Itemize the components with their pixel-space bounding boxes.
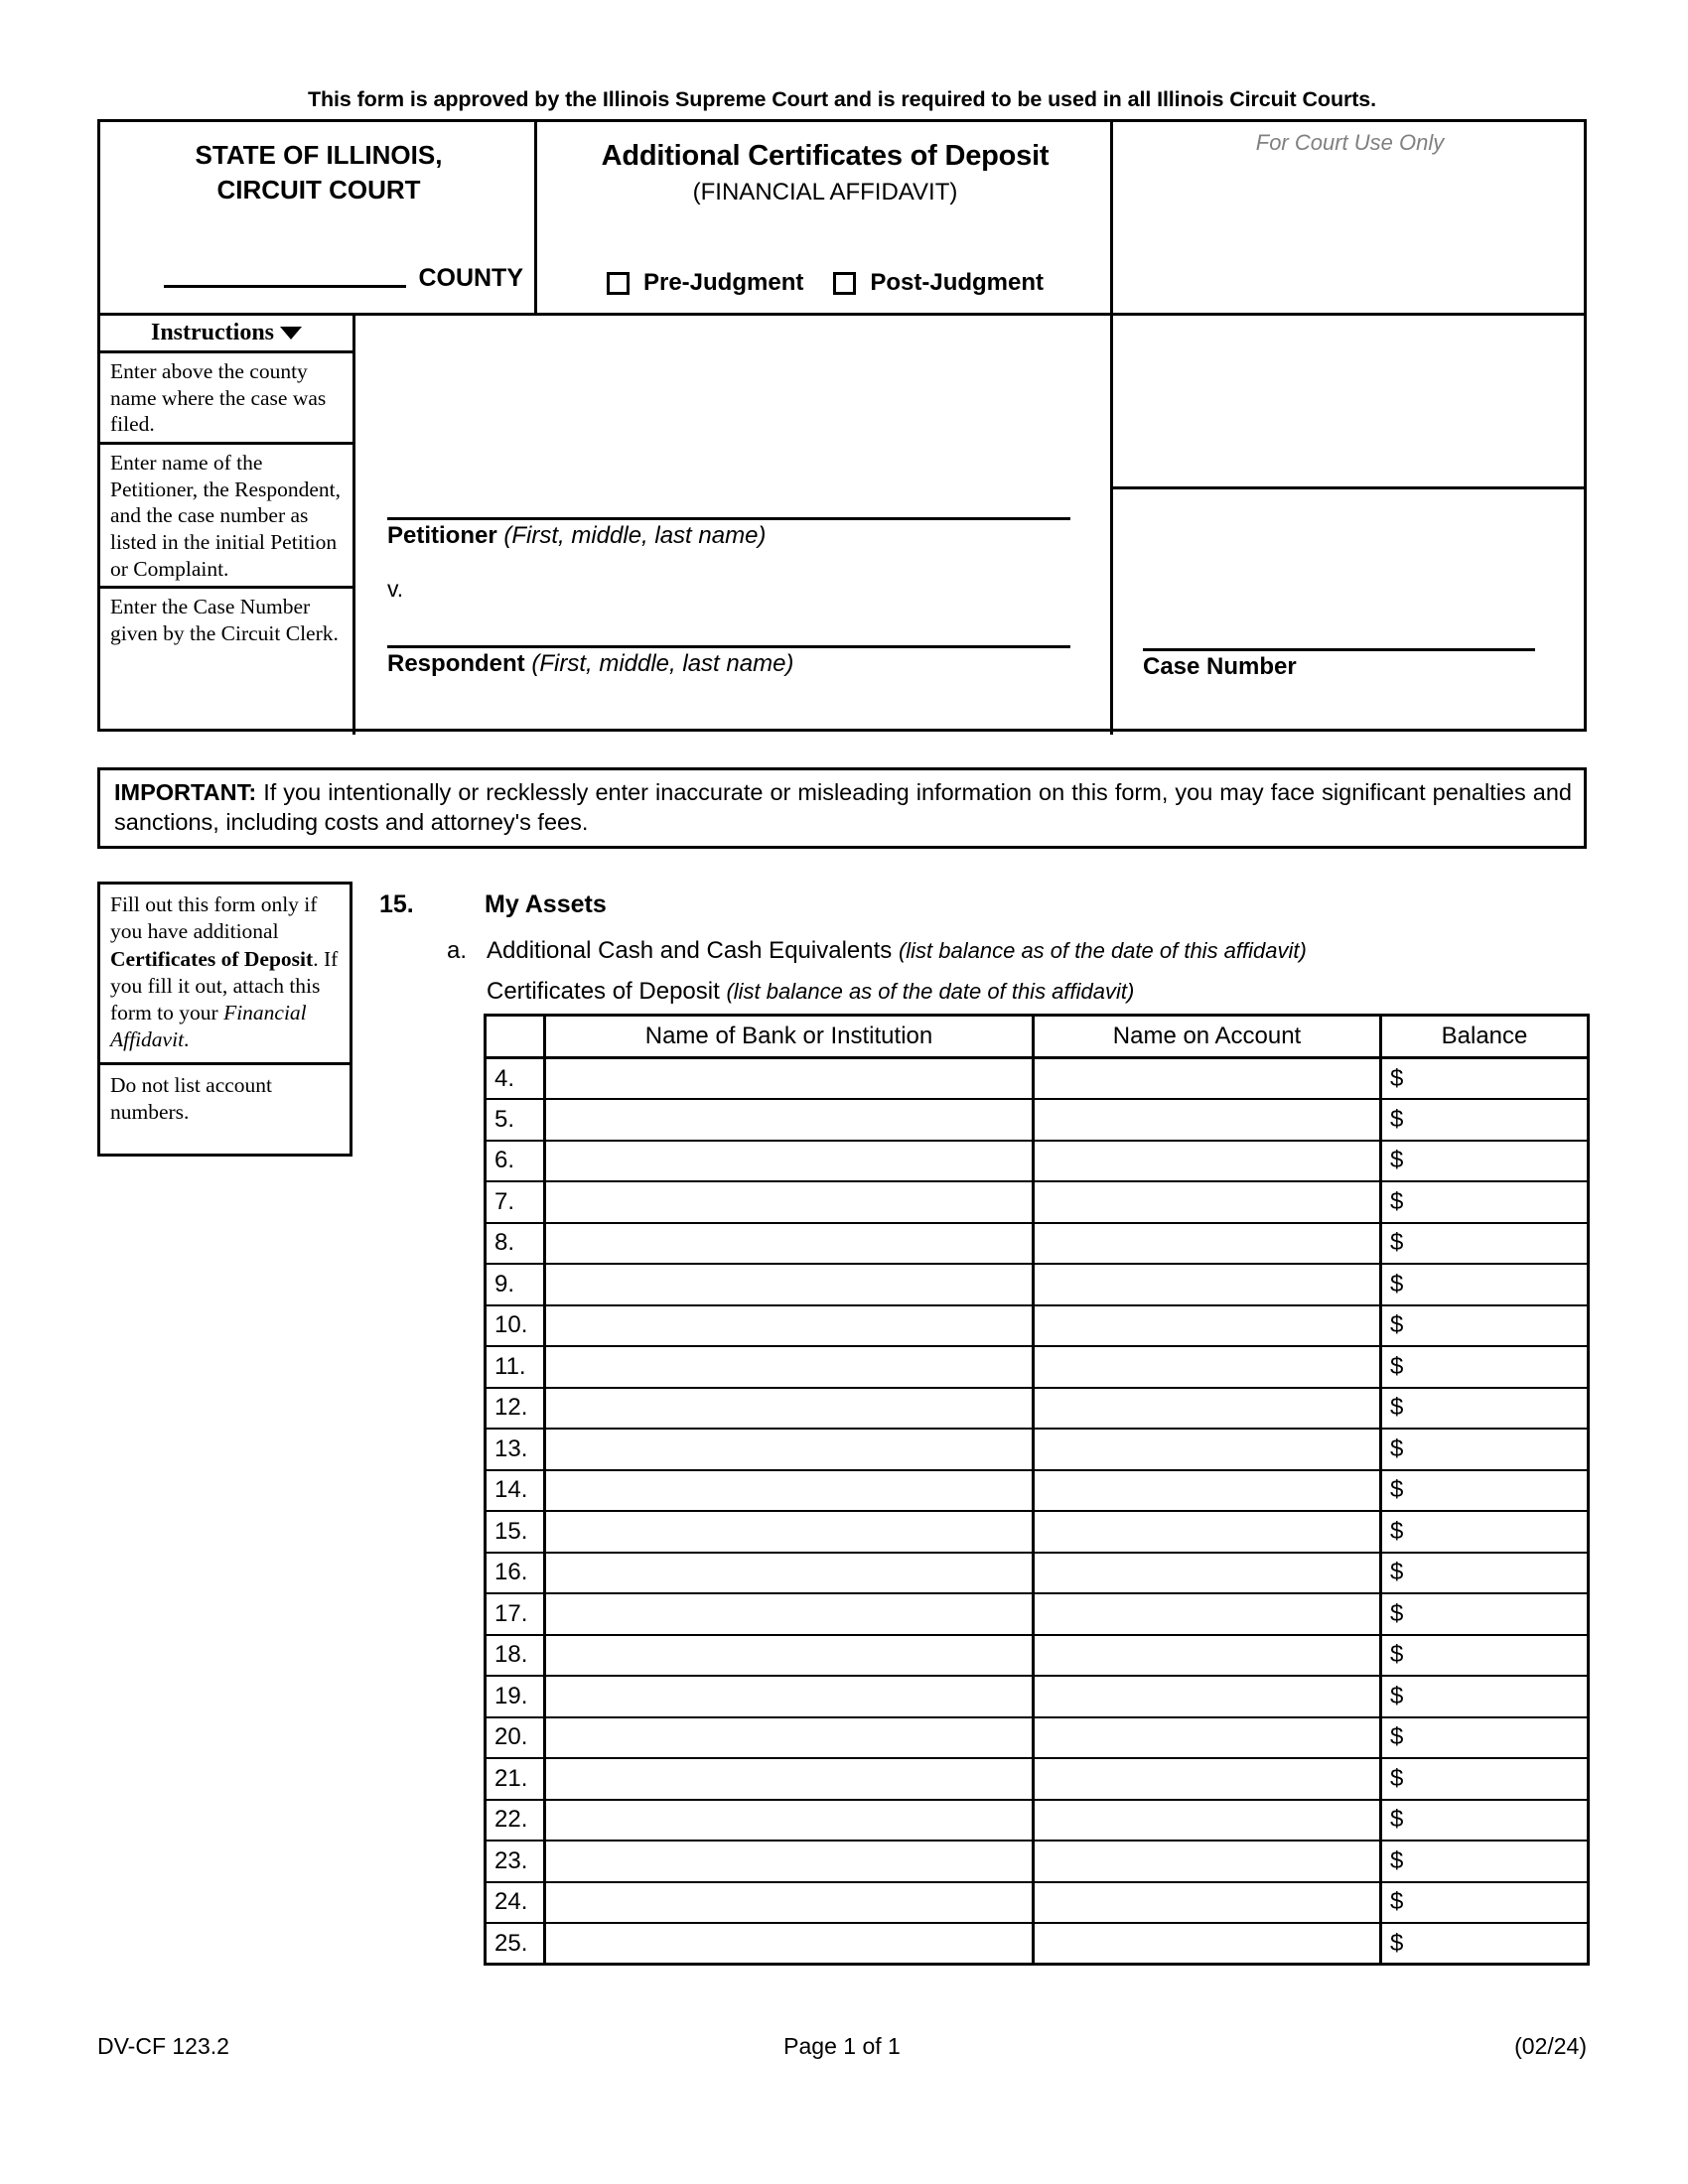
judgment-type-group xyxy=(537,269,1113,297)
account-name-cell[interactable] xyxy=(1034,1058,1381,1100)
account-name-cell[interactable] xyxy=(1034,1676,1381,1717)
parties-column xyxy=(355,316,1113,735)
petitioner-label-group xyxy=(387,522,766,550)
item-a-heading xyxy=(487,937,1307,965)
table-row xyxy=(486,1429,1589,1470)
cod-main-text: Certificates of Deposit xyxy=(487,978,727,1005)
state-line-1: STATE OF ILLINOIS, xyxy=(195,140,443,170)
bank-name-cell[interactable] xyxy=(545,1593,1034,1635)
table-row xyxy=(486,1058,1589,1100)
table-row xyxy=(486,1841,1589,1882)
certificates-of-deposit-heading xyxy=(487,978,1134,1006)
row-index-cell: 13. xyxy=(486,1429,545,1470)
bank-name-cell[interactable] xyxy=(545,1223,1034,1265)
balance-cell[interactable]: $ xyxy=(1381,1923,1589,1965)
section-number: 15. xyxy=(379,890,414,918)
bank-name-cell[interactable] xyxy=(545,1882,1034,1924)
instruction-item-case-number: Enter the Case Number given by the Circuit Clerk. xyxy=(110,595,339,645)
certificates-of-deposit-table xyxy=(484,1014,1590,1966)
row-index-cell: 17. xyxy=(486,1593,545,1635)
row-index-cell: 19. xyxy=(486,1676,545,1717)
respondent-input[interactable] xyxy=(387,645,1070,648)
bank-name-cell[interactable] xyxy=(545,1717,1034,1759)
pre-judgment-checkbox[interactable] xyxy=(607,272,630,295)
table-row xyxy=(486,1223,1589,1265)
bank-name-cell[interactable] xyxy=(545,1511,1034,1553)
pre-judgment-option[interactable] xyxy=(607,269,803,297)
instructions-header[interactable] xyxy=(100,316,352,353)
chevron-down-icon[interactable] xyxy=(280,327,302,340)
note-bold-cod: Certificates of Deposit xyxy=(110,946,314,971)
note-fill-out-form xyxy=(100,885,350,1065)
row-index-cell: 20. xyxy=(486,1717,545,1759)
footer-page-num: Page 1 of 1 xyxy=(783,2033,901,2059)
account-name-cell[interactable] xyxy=(1034,1388,1381,1430)
note-part-1: Fill out this form only if you have additional xyxy=(110,892,318,944)
balance-cell[interactable]: $ xyxy=(1381,1593,1589,1635)
important-text: If you intentionally or recklessly enter inaccurate or misleading information on this form, you may face significant penalties and sanctions, including costs and attorney's fees. xyxy=(114,779,1572,835)
bank-name-cell[interactable] xyxy=(545,1264,1034,1305)
approval-notice: This form is approved by the Illinois Supreme Court and is required to be used in all Illinois Circuit Courts. xyxy=(307,87,1377,111)
instruction-item-county: Enter above the county name where the case was filed. xyxy=(100,353,352,445)
balance-cell[interactable]: $ xyxy=(1381,1717,1589,1759)
instructions-column xyxy=(100,316,355,735)
county-input[interactable] xyxy=(164,264,406,288)
bank-name-cell[interactable] xyxy=(545,1141,1034,1182)
account-name-cell[interactable] xyxy=(1034,1800,1381,1842)
bank-name-cell[interactable] xyxy=(545,1800,1034,1842)
note-part-2: . If you fill it out, attach this form to your xyxy=(110,946,339,1025)
account-name-cell[interactable] xyxy=(1034,1841,1381,1882)
case-number-column xyxy=(1113,316,1587,735)
account-name-cell[interactable] xyxy=(1034,1346,1381,1388)
table-row xyxy=(486,1141,1589,1182)
row-index-cell: 12. xyxy=(486,1388,545,1430)
row-index-cell: 11. xyxy=(486,1346,545,1388)
county-label: COUNTY xyxy=(418,264,523,292)
account-name-cell[interactable] xyxy=(1034,1181,1381,1223)
table-row xyxy=(486,1635,1589,1677)
table-row xyxy=(486,1388,1589,1430)
balance-cell[interactable]: $ xyxy=(1381,1181,1589,1223)
respondent-label-group xyxy=(387,650,793,678)
row-index-cell: 16. xyxy=(486,1553,545,1594)
account-name-cell[interactable] xyxy=(1034,1758,1381,1800)
balance-cell[interactable]: $ xyxy=(1381,1099,1589,1141)
row-index-cell: 10. xyxy=(486,1305,545,1347)
balance-cell[interactable]: $ xyxy=(1381,1264,1589,1305)
cod-hint: (list balance as of the date of this affidavit) xyxy=(726,979,1135,1004)
row-index-cell: 22. xyxy=(486,1800,545,1842)
row-index-cell: 7. xyxy=(486,1181,545,1223)
balance-cell[interactable]: $ xyxy=(1381,1676,1589,1717)
row-index-cell: 21. xyxy=(486,1758,545,1800)
balance-cell[interactable]: $ xyxy=(1381,1511,1589,1553)
column-header-balance: Balance xyxy=(1381,1016,1589,1058)
balance-cell[interactable]: $ xyxy=(1381,1346,1589,1388)
versus-label: v. xyxy=(387,576,404,602)
balance-cell[interactable]: $ xyxy=(1381,1841,1589,1882)
case-number-input[interactable] xyxy=(1143,648,1535,651)
case-caption-box xyxy=(97,119,1587,732)
caption-bottom-band xyxy=(100,313,1584,732)
page-title: Additional Certificates of Deposit xyxy=(601,140,1050,172)
table-row xyxy=(486,1676,1589,1717)
table-row xyxy=(486,1181,1589,1223)
petitioner-input[interactable] xyxy=(387,517,1070,520)
account-name-cell[interactable] xyxy=(1034,1882,1381,1924)
row-index-cell: 23. xyxy=(486,1841,545,1882)
post-judgment-option[interactable] xyxy=(833,269,1044,297)
row-index-cell: 25. xyxy=(486,1923,545,1965)
bank-name-cell[interactable] xyxy=(545,1470,1034,1512)
table-row xyxy=(486,1346,1589,1388)
form-title-cell xyxy=(537,122,1113,313)
row-index-cell: 9. xyxy=(486,1264,545,1305)
balance-cell[interactable]: $ xyxy=(1381,1470,1589,1512)
table-row xyxy=(486,1511,1589,1553)
balance-cell[interactable]: $ xyxy=(1381,1800,1589,1842)
court-use-cell xyxy=(1113,122,1587,313)
account-name-cell[interactable] xyxy=(1034,1553,1381,1594)
account-name-cell[interactable] xyxy=(1034,1511,1381,1553)
balance-cell[interactable]: $ xyxy=(1381,1223,1589,1265)
account-name-cell[interactable] xyxy=(1034,1635,1381,1677)
section-title: My Assets xyxy=(485,890,607,918)
balance-cell[interactable]: $ xyxy=(1381,1758,1589,1800)
item-a-hint: (list balance as of the date of this affidavit) xyxy=(898,938,1307,963)
bank-name-cell[interactable] xyxy=(545,1388,1034,1430)
table-row xyxy=(486,1305,1589,1347)
county-row xyxy=(100,264,537,293)
note-spacer xyxy=(110,1126,341,1146)
bank-name-cell[interactable] xyxy=(545,1058,1034,1100)
table-row xyxy=(486,1264,1589,1305)
table-row xyxy=(486,1800,1589,1842)
bank-name-cell[interactable] xyxy=(545,1305,1034,1347)
bank-name-cell[interactable] xyxy=(545,1429,1034,1470)
court-use-only-label: For Court Use Only xyxy=(1255,130,1445,155)
row-index-cell: 15. xyxy=(486,1511,545,1553)
balance-cell[interactable]: $ xyxy=(1381,1635,1589,1677)
case-number-divider xyxy=(1113,486,1587,489)
balance-cell[interactable]: $ xyxy=(1381,1553,1589,1594)
balance-cell[interactable]: $ xyxy=(1381,1305,1589,1347)
row-index-cell: 8. xyxy=(486,1223,545,1265)
footer-form-id: DV-CF 123.2 xyxy=(97,2033,229,2059)
balance-cell[interactable]: $ xyxy=(1381,1429,1589,1470)
balance-cell[interactable]: $ xyxy=(1381,1882,1589,1924)
note-part-3: . xyxy=(184,1027,190,1052)
bank-name-cell[interactable] xyxy=(545,1181,1034,1223)
note-italic-affidavit: Financial Affidavit xyxy=(110,1001,307,1052)
caption-top-band xyxy=(100,122,1584,313)
column-header-account: Name on Account xyxy=(1034,1016,1381,1058)
bank-name-cell[interactable] xyxy=(545,1099,1034,1141)
post-judgment-checkbox[interactable] xyxy=(833,272,856,295)
footer-revision: (02/24) xyxy=(1514,2033,1587,2059)
table-body xyxy=(486,1058,1589,1965)
bank-name-cell[interactable] xyxy=(545,1841,1034,1882)
table-header-row xyxy=(486,1016,1589,1058)
row-index-cell: 4. xyxy=(486,1058,545,1100)
respondent-hint: (First, middle, last name) xyxy=(531,650,794,677)
account-name-cell[interactable] xyxy=(1034,1923,1381,1965)
row-index-cell: 24. xyxy=(486,1882,545,1924)
table-row xyxy=(486,1758,1589,1800)
important-prefix: IMPORTANT: xyxy=(114,779,257,805)
bank-name-cell[interactable] xyxy=(545,1676,1034,1717)
row-index-cell: 18. xyxy=(486,1635,545,1677)
page-footer xyxy=(97,2033,1587,2060)
instruction-item-parties: Enter name of the Petitioner, the Respondent, and the case number as listed in the initial Petition or Complaint. xyxy=(100,445,352,589)
court-identity-cell xyxy=(100,122,537,313)
account-name-cell[interactable] xyxy=(1034,1429,1381,1470)
bank-name-cell[interactable] xyxy=(545,1553,1034,1594)
item-a-letter: a. xyxy=(447,937,468,964)
account-name-cell[interactable] xyxy=(1034,1223,1381,1265)
form-subtitle: (FINANCIAL AFFIDAVIT) xyxy=(692,179,958,205)
account-name-cell[interactable] xyxy=(1034,1717,1381,1759)
bank-name-cell[interactable] xyxy=(545,1758,1034,1800)
important-notice xyxy=(97,767,1587,849)
account-name-cell[interactable] xyxy=(1034,1470,1381,1512)
bank-name-cell[interactable] xyxy=(545,1346,1034,1388)
table-row xyxy=(486,1553,1589,1594)
balance-cell[interactable]: $ xyxy=(1381,1388,1589,1430)
table-header xyxy=(486,1016,1589,1058)
table-row xyxy=(486,1882,1589,1924)
pre-judgment-label: Pre-Judgment xyxy=(642,269,804,296)
table-row xyxy=(486,1099,1589,1141)
account-name-cell[interactable] xyxy=(1034,1264,1381,1305)
table-row xyxy=(486,1470,1589,1512)
row-index-cell: 5. xyxy=(486,1099,545,1141)
state-line-2: CIRCUIT COURT xyxy=(216,175,421,205)
side-note-box xyxy=(97,882,352,1157)
column-header-index xyxy=(486,1016,545,1058)
account-name-cell[interactable] xyxy=(1034,1305,1381,1347)
note-no-account-numbers xyxy=(100,1065,350,1155)
row-index-cell: 14. xyxy=(486,1470,545,1512)
column-header-bank: Name of Bank or Institution xyxy=(545,1016,1034,1058)
state-court-heading xyxy=(100,138,537,207)
petitioner-label: Petitioner xyxy=(387,522,497,549)
case-number-label: Case Number xyxy=(1143,653,1297,680)
bank-name-cell[interactable] xyxy=(545,1635,1034,1677)
note-text: Do not list account numbers. xyxy=(110,1072,273,1125)
account-name-cell[interactable] xyxy=(1034,1099,1381,1141)
instructions-header-label: Instructions xyxy=(150,320,275,345)
account-name-cell[interactable] xyxy=(1034,1593,1381,1635)
table-row xyxy=(486,1717,1589,1759)
account-name-cell[interactable] xyxy=(1034,1141,1381,1182)
post-judgment-label: Post-Judgment xyxy=(870,269,1045,296)
respondent-label: Respondent xyxy=(387,650,525,677)
row-index-cell: 6. xyxy=(486,1141,545,1182)
item-a-main-text: Additional Cash and Cash Equivalents xyxy=(487,937,899,964)
table-row xyxy=(486,1593,1589,1635)
table-row xyxy=(486,1923,1589,1965)
balance-cell[interactable]: $ xyxy=(1381,1058,1589,1100)
bank-name-cell[interactable] xyxy=(545,1923,1034,1965)
balance-cell[interactable]: $ xyxy=(1381,1141,1589,1182)
petitioner-hint: (First, middle, last name) xyxy=(503,522,767,549)
